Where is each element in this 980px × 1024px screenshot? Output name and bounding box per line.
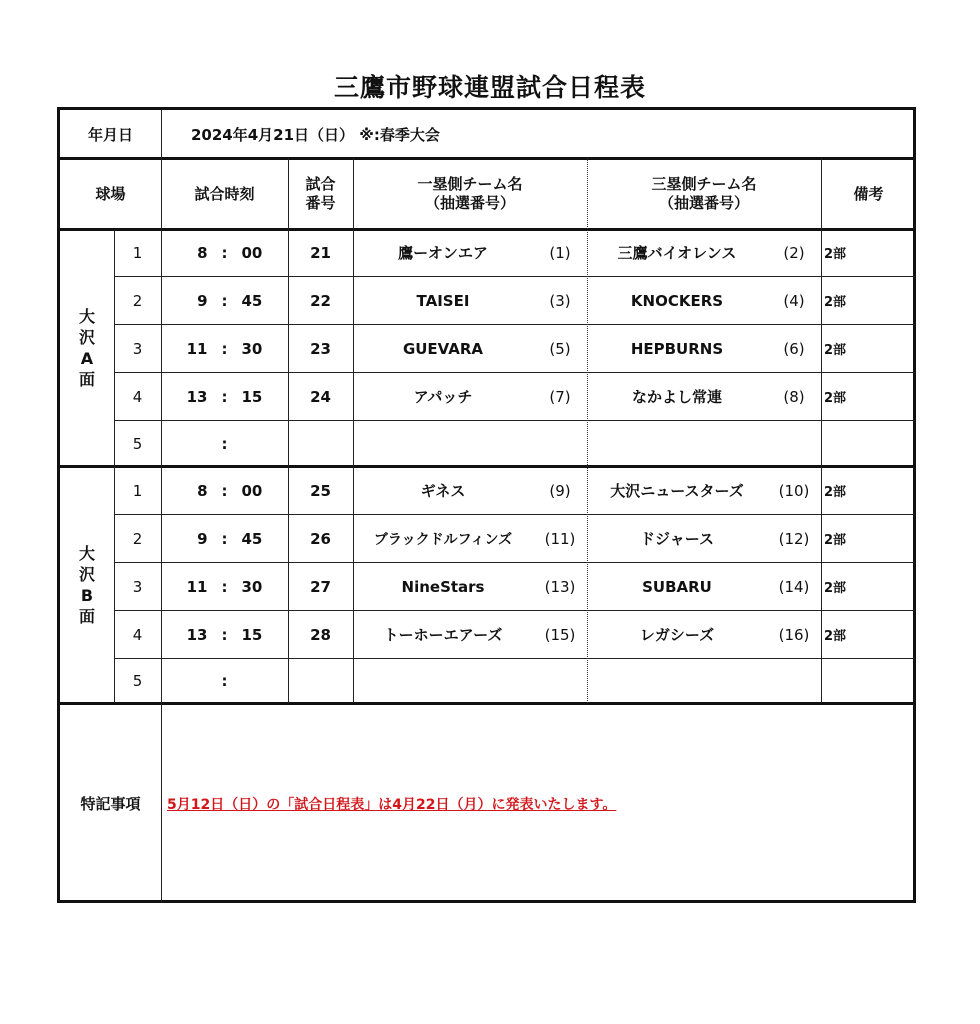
first-base-draw-number: (13) xyxy=(544,577,576,596)
third-base-draw-number: (8) xyxy=(783,387,805,406)
match-time xyxy=(161,277,288,324)
time-separator: : xyxy=(221,529,228,548)
note-cell: 2部 xyxy=(824,629,847,644)
match-number: 25 xyxy=(310,481,331,500)
header-first-base-team xyxy=(353,158,587,229)
venue-a-char: 沢 xyxy=(78,327,95,347)
third-base-team: SUBARU xyxy=(642,577,712,596)
header-match-number-line2: 番号 xyxy=(305,193,336,212)
header-first-base-line1: 一塁側チーム名 xyxy=(417,174,523,193)
slot-number: 4 xyxy=(132,387,143,406)
note-cell: 2部 xyxy=(824,533,847,548)
venue-b-char: 沢 xyxy=(78,565,95,584)
match-time xyxy=(161,563,288,610)
match-number: 23 xyxy=(310,339,331,358)
note-cell: 2部 xyxy=(824,295,847,310)
time-separator: : xyxy=(221,387,228,406)
slot-number: 3 xyxy=(132,577,143,596)
match-time xyxy=(161,421,288,466)
venue-a-char: A xyxy=(80,348,94,368)
venue-b-char: 大 xyxy=(78,544,95,563)
slot-number: 1 xyxy=(132,243,143,262)
time-hour: 13 xyxy=(186,387,208,406)
match-number: 27 xyxy=(310,577,331,596)
slot-number: 3 xyxy=(132,339,143,358)
time-separator: : xyxy=(221,577,228,596)
note-cell: 2部 xyxy=(824,485,847,500)
first-base-team: ブラックドルフィンズ xyxy=(373,531,513,548)
first-base-draw-number: (1) xyxy=(549,243,571,262)
time-hour: 9 xyxy=(197,291,208,310)
header-notes: 備考 xyxy=(853,185,884,203)
slot-number: 5 xyxy=(132,672,143,690)
time-minute: 30 xyxy=(241,577,263,596)
third-base-team: HEPBURNS xyxy=(630,339,724,358)
first-base-team: TAISEI xyxy=(416,291,470,310)
third-base-draw-number: (12) xyxy=(778,529,810,548)
match-time xyxy=(161,325,288,372)
date-label: 年月日 xyxy=(87,125,133,144)
header-first-base-line2: （抽選番号） xyxy=(424,193,515,212)
time-hour: 8 xyxy=(197,481,208,500)
slot-number: 4 xyxy=(132,625,143,644)
time-hour: 9 xyxy=(197,529,208,548)
first-base-team: ギネス xyxy=(420,482,466,500)
time-minute: 15 xyxy=(241,625,263,644)
match-number: 22 xyxy=(310,291,331,310)
match-number: 26 xyxy=(310,529,331,548)
slot-number: 1 xyxy=(132,481,143,500)
first-base-draw-number: (11) xyxy=(544,529,576,548)
header-time: 試合時刻 xyxy=(194,185,255,203)
third-base-team: KNOCKERS xyxy=(630,291,724,310)
column-divider xyxy=(114,229,115,703)
time-separator: : xyxy=(221,481,228,500)
third-base-draw-number: (2) xyxy=(783,243,805,262)
slot-number: 2 xyxy=(132,529,143,548)
column-divider xyxy=(161,110,162,903)
third-base-team: 三鷹バイオレンス xyxy=(617,244,737,262)
venue-b-name xyxy=(60,467,114,703)
third-base-draw-number: (16) xyxy=(778,625,810,644)
special-notes-text: 5月12日（日）の「試合日程表」は4月22日（月）に発表いたします。 xyxy=(167,796,617,813)
first-base-draw-number: (7) xyxy=(549,387,571,406)
venue-a-name xyxy=(60,229,114,466)
schedule-table xyxy=(57,107,916,903)
time-hour: 13 xyxy=(186,625,208,644)
first-base-draw-number: (9) xyxy=(549,481,571,500)
venue-a-char: 面 xyxy=(78,369,95,389)
time-separator: : xyxy=(221,339,228,358)
first-base-team: GUEVARA xyxy=(402,339,484,358)
first-base-draw-number: (3) xyxy=(549,291,571,310)
time-minute: 00 xyxy=(241,481,263,500)
first-base-draw-number: (5) xyxy=(549,339,571,358)
header-match-number-line1: 試合 xyxy=(305,174,336,193)
third-base-draw-number: (14) xyxy=(778,577,810,596)
match-time xyxy=(161,515,288,562)
header-third-base-line2: （抽選番号） xyxy=(658,193,749,212)
third-base-draw-number: (4) xyxy=(783,291,805,310)
column-divider xyxy=(288,158,289,703)
slot-number: 2 xyxy=(132,291,143,310)
third-base-team: 大沢ニュースターズ xyxy=(610,482,744,500)
note-cell: 2部 xyxy=(824,247,847,262)
document-title: 三鷹市野球連盟試合日程表 xyxy=(333,73,646,102)
column-divider-dotted xyxy=(587,158,588,703)
time-hour: 11 xyxy=(186,577,208,596)
match-time xyxy=(161,373,288,420)
match-time xyxy=(161,467,288,514)
third-base-team: なかよし常連 xyxy=(631,388,722,406)
time-hour: 11 xyxy=(186,339,208,358)
time-separator: : xyxy=(221,672,228,690)
header-match-number xyxy=(288,158,353,229)
first-base-team: トーホーエアーズ xyxy=(383,626,503,644)
match-time xyxy=(161,611,288,658)
time-minute: 45 xyxy=(241,291,263,310)
header-third-base-line1: 三塁側チーム名 xyxy=(651,174,757,193)
first-base-team: NineStars xyxy=(401,577,485,596)
match-time xyxy=(161,659,288,703)
time-hour: 8 xyxy=(197,243,208,262)
time-separator: : xyxy=(221,434,228,453)
time-minute: 45 xyxy=(241,529,263,548)
first-base-draw-number: (15) xyxy=(544,625,576,644)
match-number: 28 xyxy=(310,625,331,644)
first-base-team: 鷹ーオンエア xyxy=(398,244,488,262)
third-base-team: レガシーズ xyxy=(639,626,715,644)
third-base-team: ドジャース xyxy=(640,530,714,548)
time-minute: 30 xyxy=(241,339,263,358)
match-number: 21 xyxy=(310,243,331,262)
third-base-draw-number: (6) xyxy=(783,339,805,358)
note-cell: 2部 xyxy=(824,581,847,596)
slot-number: 5 xyxy=(132,434,143,453)
venue-b-char: 面 xyxy=(78,607,95,626)
first-base-team: アパッチ xyxy=(413,388,473,406)
time-separator: : xyxy=(221,291,228,310)
match-number: 24 xyxy=(310,387,331,406)
header-third-base-team xyxy=(587,158,821,229)
column-divider xyxy=(821,158,822,703)
venue-b-char: B xyxy=(80,586,94,605)
third-base-draw-number: (10) xyxy=(778,481,810,500)
time-minute: 15 xyxy=(241,387,263,406)
time-separator: : xyxy=(221,243,228,262)
special-notes-label: 特記事項 xyxy=(80,795,141,813)
time-separator: : xyxy=(221,625,228,644)
time-minute: 00 xyxy=(241,243,263,262)
note-cell: 2部 xyxy=(824,343,847,358)
note-cell: 2部 xyxy=(824,391,847,406)
header-venue: 球場 xyxy=(95,185,126,203)
column-divider xyxy=(353,158,354,703)
venue-a-char: 大 xyxy=(78,306,95,326)
match-time xyxy=(161,229,288,276)
date-value: 2024年4月21日（日） ※:春季大会 xyxy=(191,125,440,144)
